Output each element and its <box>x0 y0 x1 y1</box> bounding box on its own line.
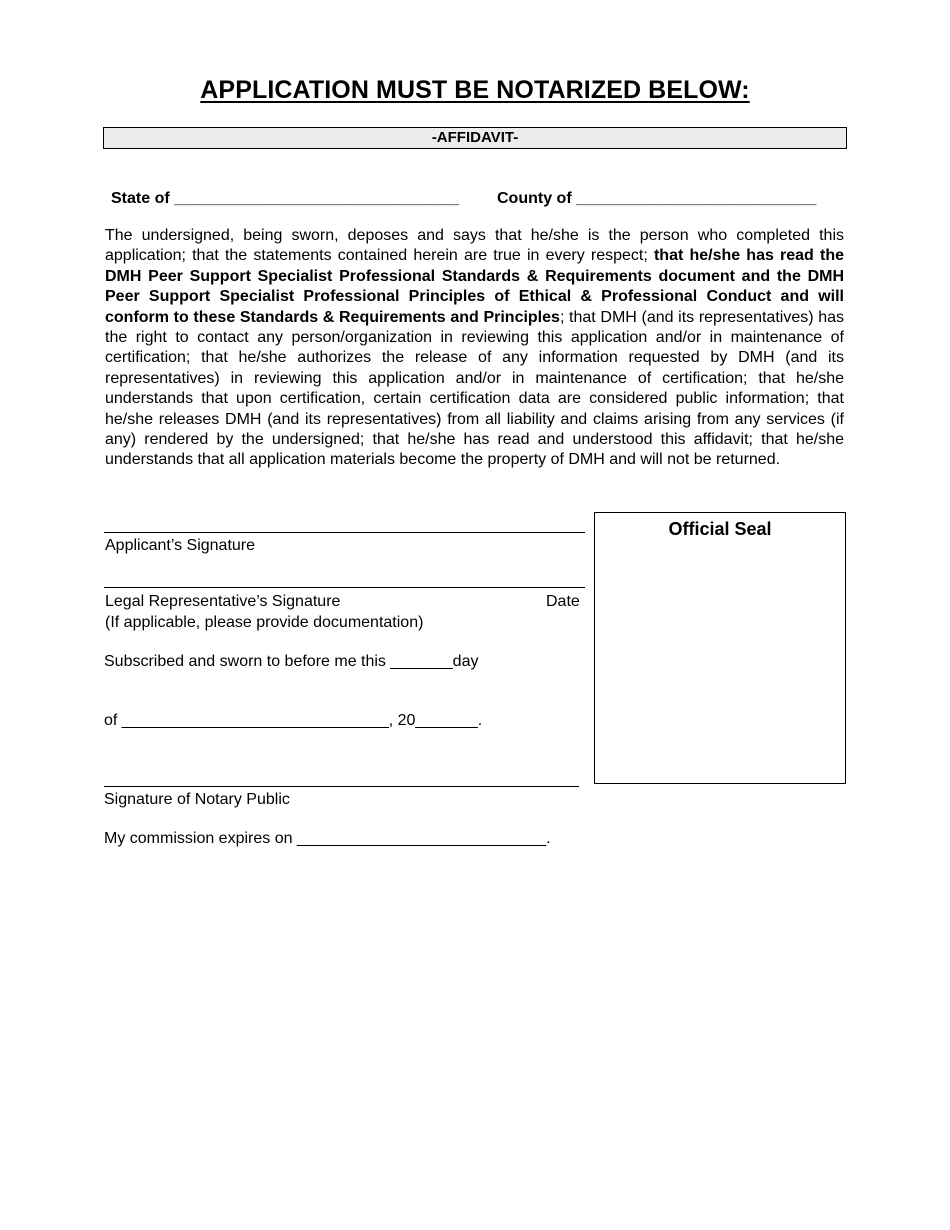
page-title: APPLICATION MUST BE NOTARIZED BELOW: <box>200 76 750 104</box>
of-date-line[interactable]: of ______________________________, 20_______. <box>104 712 483 729</box>
county-field[interactable]: County of ___________________________ <box>497 190 817 207</box>
state-field[interactable]: State of ________________________________ <box>111 190 459 207</box>
official-seal-box <box>594 512 846 784</box>
applicant-signature-line[interactable] <box>104 532 585 533</box>
affidavit-text-part3: ; that DMH (and its representatives) has the right to contact any person/organization in reviewing this application and/or in maintenance of certification; that he/she authorizes the release of any information requested by DMH (and its representatives) in reviewing this application and/or in maintenance of certification; that he/she understands that upon certification, certain certification data are considered public information; that he/she releases DMH (and its representatives) from all liability and claims arising from any services (if any) rendered by the undersigned; that he/she has read and understood this affidavit; that he/she understands that all application materials become the property of DMH and will not be returned. <box>105 308 845 469</box>
notary-signature-line[interactable] <box>104 786 579 787</box>
affidavit-text-part1: The undersigned, being sworn, deposes and says that he/she is the person who completed this application; that the statements contained herein are true in every respect; <box>105 227 844 265</box>
commission-expires-line[interactable]: My commission expires on ____________________________. <box>104 830 551 847</box>
applicant-signature-label: Applicant’s Signature <box>105 537 256 554</box>
legal-representative-signature-line[interactable] <box>104 587 585 588</box>
legal-representative-note: (If applicable, please provide documentation) <box>105 614 424 631</box>
subscribed-sworn-line[interactable]: Subscribed and sworn to before me this _______day <box>104 653 479 670</box>
affidavit-text-bold-clause: that he/she has read the DMH Peer Support Specialist Professional Standards & Requirements document and the DMH Peer Support Specialist Professional Principles of Ethical & Professional Conduct and will conform to these Standards & Requirements and Principles <box>105 247 844 326</box>
date-label: Date <box>546 593 580 610</box>
affidavit-statement <box>105 226 844 471</box>
legal-representative-signature-label: Legal Representative’s Signature <box>105 593 341 610</box>
affidavit-section-header: -AFFIDAVIT- <box>103 127 847 149</box>
notary-signature-label: Signature of Notary Public <box>104 791 290 808</box>
official-seal-title: Official Seal <box>668 519 772 539</box>
